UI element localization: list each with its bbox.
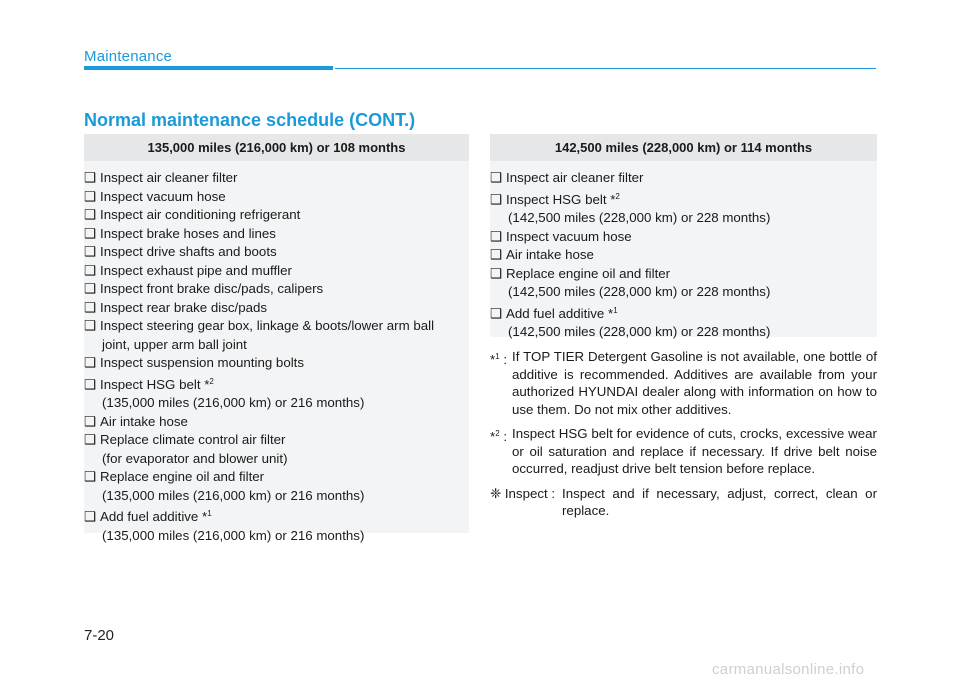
checklist-item-text: Inspect suspension mounting bolts [100, 355, 305, 370]
checklist-item-continuation: (135,000 miles (216,000 km) or 216 months) [102, 527, 365, 543]
checkbox-icon: ❑ [84, 170, 96, 185]
checklist-item [84, 413, 469, 432]
checklist-item [490, 265, 877, 284]
checkbox-icon: ❑ [84, 207, 96, 222]
checkbox-icon: ❑ [84, 432, 96, 447]
section-header: Maintenance [84, 48, 173, 65]
checkbox-icon: ❑ [84, 225, 96, 241]
checklist [84, 161, 469, 545]
checkbox-icon: ❑ [84, 509, 96, 524]
checkbox-icon: ❑ [490, 305, 502, 321]
checklist-item [84, 280, 469, 299]
inspect-note [490, 485, 877, 520]
checklist-item-text: Air intake hose [506, 247, 594, 262]
checklist-item [84, 188, 469, 207]
checklist-item-text: Inspect air cleaner filter [100, 170, 238, 185]
checklist-item-continuation: (142,500 miles (228,000 km) or 228 months) [508, 324, 771, 339]
checkbox-icon: ❑ [84, 299, 96, 315]
checkbox-icon: ❑ [490, 228, 502, 244]
footnote-2 [490, 425, 877, 478]
checklist-item-text: Air intake hose [100, 413, 188, 429]
checklist-item-text: Inspect rear brake disc/pads [100, 299, 268, 315]
checklist-item [84, 225, 469, 244]
header-rule-thick [84, 66, 333, 70]
page-number: 7-20 [84, 627, 115, 644]
checklist-item [490, 246, 877, 265]
checkbox-icon: ❑ [490, 247, 502, 262]
checkbox-icon: ❑ [84, 244, 96, 259]
checklist-item [84, 169, 469, 188]
checkbox-icon: ❑ [84, 355, 96, 370]
checklist-item-text: Inspect air conditioning refrigerant [100, 207, 301, 222]
checklist-item [84, 299, 469, 318]
checkbox-icon: ❑ [84, 469, 96, 484]
checkbox-icon: ❑ [84, 318, 96, 333]
checklist-item [84, 262, 469, 281]
schedule-table-135000 [84, 134, 469, 543]
checklist-item [84, 206, 469, 225]
checklist-item-text: Inspect vacuum hose [100, 188, 226, 204]
checklist-item [84, 373, 469, 395]
checklist [490, 161, 877, 342]
checkbox-icon: ❑ [84, 376, 96, 392]
checkbox-icon: ❑ [490, 265, 502, 281]
footnote-ref: 2 [209, 376, 214, 386]
inspect-text: Inspect and if necessary, adjust, correct, clean or replace. [562, 485, 877, 518]
page-title: Normal maintenance schedule (CONT.) [84, 110, 416, 130]
footnote-ref: 1 [613, 305, 618, 315]
checklist-item [84, 354, 469, 373]
checklist-item-text: Inspect exhaust pipe and muffler [100, 262, 292, 278]
checklist-item-continuation: (135,000 miles (216,000 km) or 216 months) [102, 395, 365, 410]
header-rule-thin [335, 68, 876, 69]
footnote-ref: 1 [207, 509, 212, 518]
checkbox-icon: ❑ [490, 170, 502, 185]
checklist-item [490, 169, 877, 188]
schedule-table-142500 [490, 134, 877, 337]
checklist-item-continuation: (142,500 miles (228,000 km) or 228 months) [508, 284, 771, 299]
table-heading: 142,500 miles (228,000 km) or 114 months [490, 134, 877, 161]
checklist-item [84, 243, 469, 262]
checkbox-icon: ❑ [490, 191, 502, 207]
checklist-item-text: Inspect air cleaner filter [506, 170, 644, 185]
checklist-item-text: Inspect drive shafts and boots [100, 244, 277, 259]
checklist-item-text: Inspect HSG belt * [100, 376, 210, 392]
checklist-item-continuation: (142,500 miles (228,000 km) or 228 months) [508, 210, 771, 225]
checklist-item-text: Inspect vacuum hose [506, 228, 632, 244]
footnote-1 [490, 348, 877, 418]
checklist-item [490, 228, 877, 247]
checklist-item-continuation: (135,000 miles (216,000 km) or 216 months) [102, 487, 365, 503]
checklist-item [490, 188, 877, 210]
checklist-item [84, 431, 469, 450]
inspect-mark: ❈ Inspect : [490, 485, 556, 501]
checklist-item-text: Replace engine oil and filter [506, 265, 671, 281]
checkbox-icon: ❑ [84, 262, 96, 278]
checklist-item-text: Inspect brake hoses and lines [100, 225, 276, 241]
checklist-item-text: Add fuel additive * [506, 305, 614, 321]
checkbox-icon: ❑ [84, 281, 96, 296]
footnote-mark: *$^1$ : [490, 352, 508, 367]
checklist-item-text: Replace climate control air filter [100, 432, 286, 447]
checklist-item-continuation: joint, upper arm ball joint [102, 336, 247, 352]
checklist-item-text: Inspect steering gear box, linkage & boots/lower arm ball [100, 318, 435, 333]
footnote-ref: 2 [615, 191, 620, 201]
checklist-item [84, 317, 469, 336]
footnote-text: Inspect HSG belt for evidence of cuts, crocks, excessive wear or oil saturation and replace if necessary. If drive belt noise occurred, readjust drive belt tension before replace. [512, 426, 877, 476]
footnote-mark: *$^2$ : [490, 429, 508, 444]
checklist-item-text: Inspect HSG belt * [506, 191, 616, 207]
checklist-item [84, 505, 469, 527]
checklist-item-text: Inspect front brake disc/pads, calipers [100, 281, 324, 296]
table-heading: 135,000 miles (216,000 km) or 108 months [84, 134, 469, 161]
checklist-item-continuation: (for evaporator and blower unit) [102, 450, 288, 466]
checkbox-icon: ❑ [84, 413, 96, 429]
footnote-text: If TOP TIER Detergent Gasoline is not available, one bottle of additive is recommended. Additives are available from your authorized HYUNDAI dealer along with information on how to use them. Do not mix other additives. [512, 349, 877, 417]
checklist-item-text: Add fuel additive * [100, 509, 208, 524]
footnotes [490, 348, 877, 527]
checklist-item [84, 468, 469, 487]
watermark: carmanualsonline.info [712, 661, 865, 678]
checklist-item [490, 302, 877, 324]
checkbox-icon: ❑ [84, 188, 96, 204]
checklist-item-text: Replace engine oil and filter [100, 469, 265, 484]
